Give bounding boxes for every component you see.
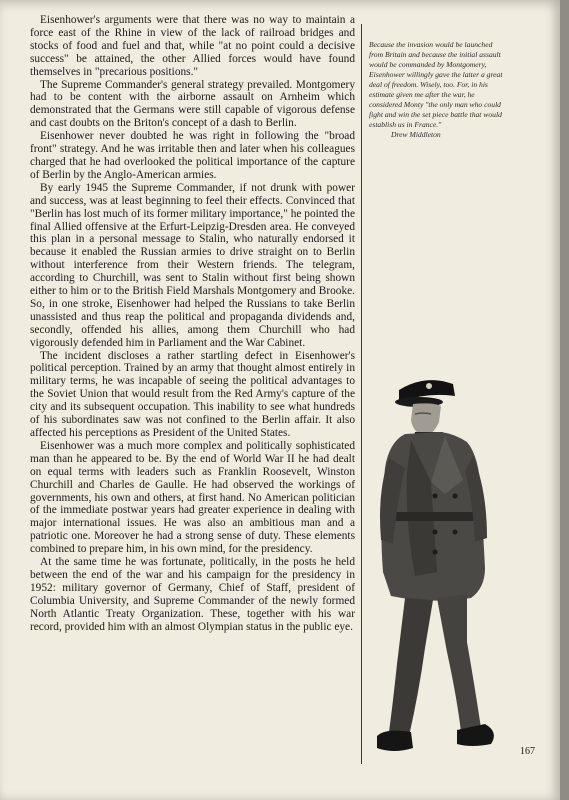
- body-paragraph: Eisenhower was a much more complex and politically sophisticated man than he appeared to be. By the end of World War II he had dealt on equal terms with leaders such as Franklin Roosevelt, Winston Churchill and Charles de Gaulle. He had observed the workings of governments, his own and others, at first hand. No American politician of the immediate postwar years had greater experience in dealing with major international issues. He was also an ambitious man and a patriotic one. Moreover he had a strong sense of duty. These elements combined to prepare him, in his own mind, for the presidency.: [30, 439, 355, 556]
- sidebar-quote: [369, 40, 504, 140]
- body-paragraph: Eisenhower's arguments were that there was no way to maintain a force east of the Rhine in view of the lack of railroad bridges and stocks of food and fuel and that, while "at no point could a decisive success" be attained, the other Allied forces would have found themselves in "precarious positions.": [30, 14, 355, 78]
- eisenhower-walking-photo: [375, 372, 530, 767]
- body-paragraph: The incident discloses a rather startling defect in Eisenhower's political perception. Trained by an army that thought almost entirely in military terms, he was incapable of seeing the political advantages to the Soviet Union that would result from the Red Army's capture of the city and its subsequent occupation. This inability to see what hundreds of his subordinates saw was not confined to the Berlin affair. It also affected his perceptions as President of the United States.: [30, 349, 355, 439]
- page-number: 167: [520, 746, 535, 757]
- body-paragraph: By early 1945 the Supreme Commander, if not drunk with power and success, was at least beginning to feel their effects. Convinced that "Berlin has lost much of its former military importance," he pointed the final Allied offensive at the Erfurt-Leipzig-Dresden area. He conveyed this plan in a personal message to Stalin, who naturally endorsed it because it enabled the Russian armies to drive straight on to Berlin without interference from their Western friends. The telegram, according to Churchill, was sent to Stalin without first being shown either to him or to the British Field Marshals Montgomery and Brooke. So, in one stroke, Eisenhower had helped the Russians to take Berlin unassisted and thus reap the political and propaganda dividends and, secondly, offended his allies, among them Churchill who had vigorously defended him in Parliament and the War Cabinet.: [30, 181, 355, 349]
- quote-author: Drew Middleton: [391, 130, 441, 139]
- column-divider: [361, 24, 362, 764]
- body-paragraph: The Supreme Commander's general strategy prevailed. Montgomery had to be content with the airborne assault on Arnheim which demonstrated that the Germans were still capable of vigorous defense and cast doubts on the Briton's concept of a dash to Berlin.: [30, 78, 355, 130]
- body-paragraph: At the same time he was fortunate, politically, in the posts he held between the end of the war and his campaign for the presidency in 1952: military governor of Germany, Chief of Staff, president of Columbia University, and Supreme Commander of the newly formed North Atlantic Treaty Organization. These, together with his war record, provided him with an almost Olympian status in the public eye.: [30, 556, 355, 633]
- body-paragraph: Eisenhower never doubted he was right in following the "broad front" strategy. And he was irritable then and later when his colleagues charged that he had overlooked the political importance of the capture of Berlin by the Anglo-American armies.: [30, 130, 355, 181]
- main-text-column: [30, 14, 355, 634]
- quote-text: Because the invasion would be launched from Britain and because the initial assault would be commanded by Montgomery, Eisenhower willingly gave the latter a great deal of freedom. Wisely, too. For, in his estimate given me after the war, he considered Monty "the only man who could fight and win the set piece battle that would establish us in France.": [369, 40, 503, 129]
